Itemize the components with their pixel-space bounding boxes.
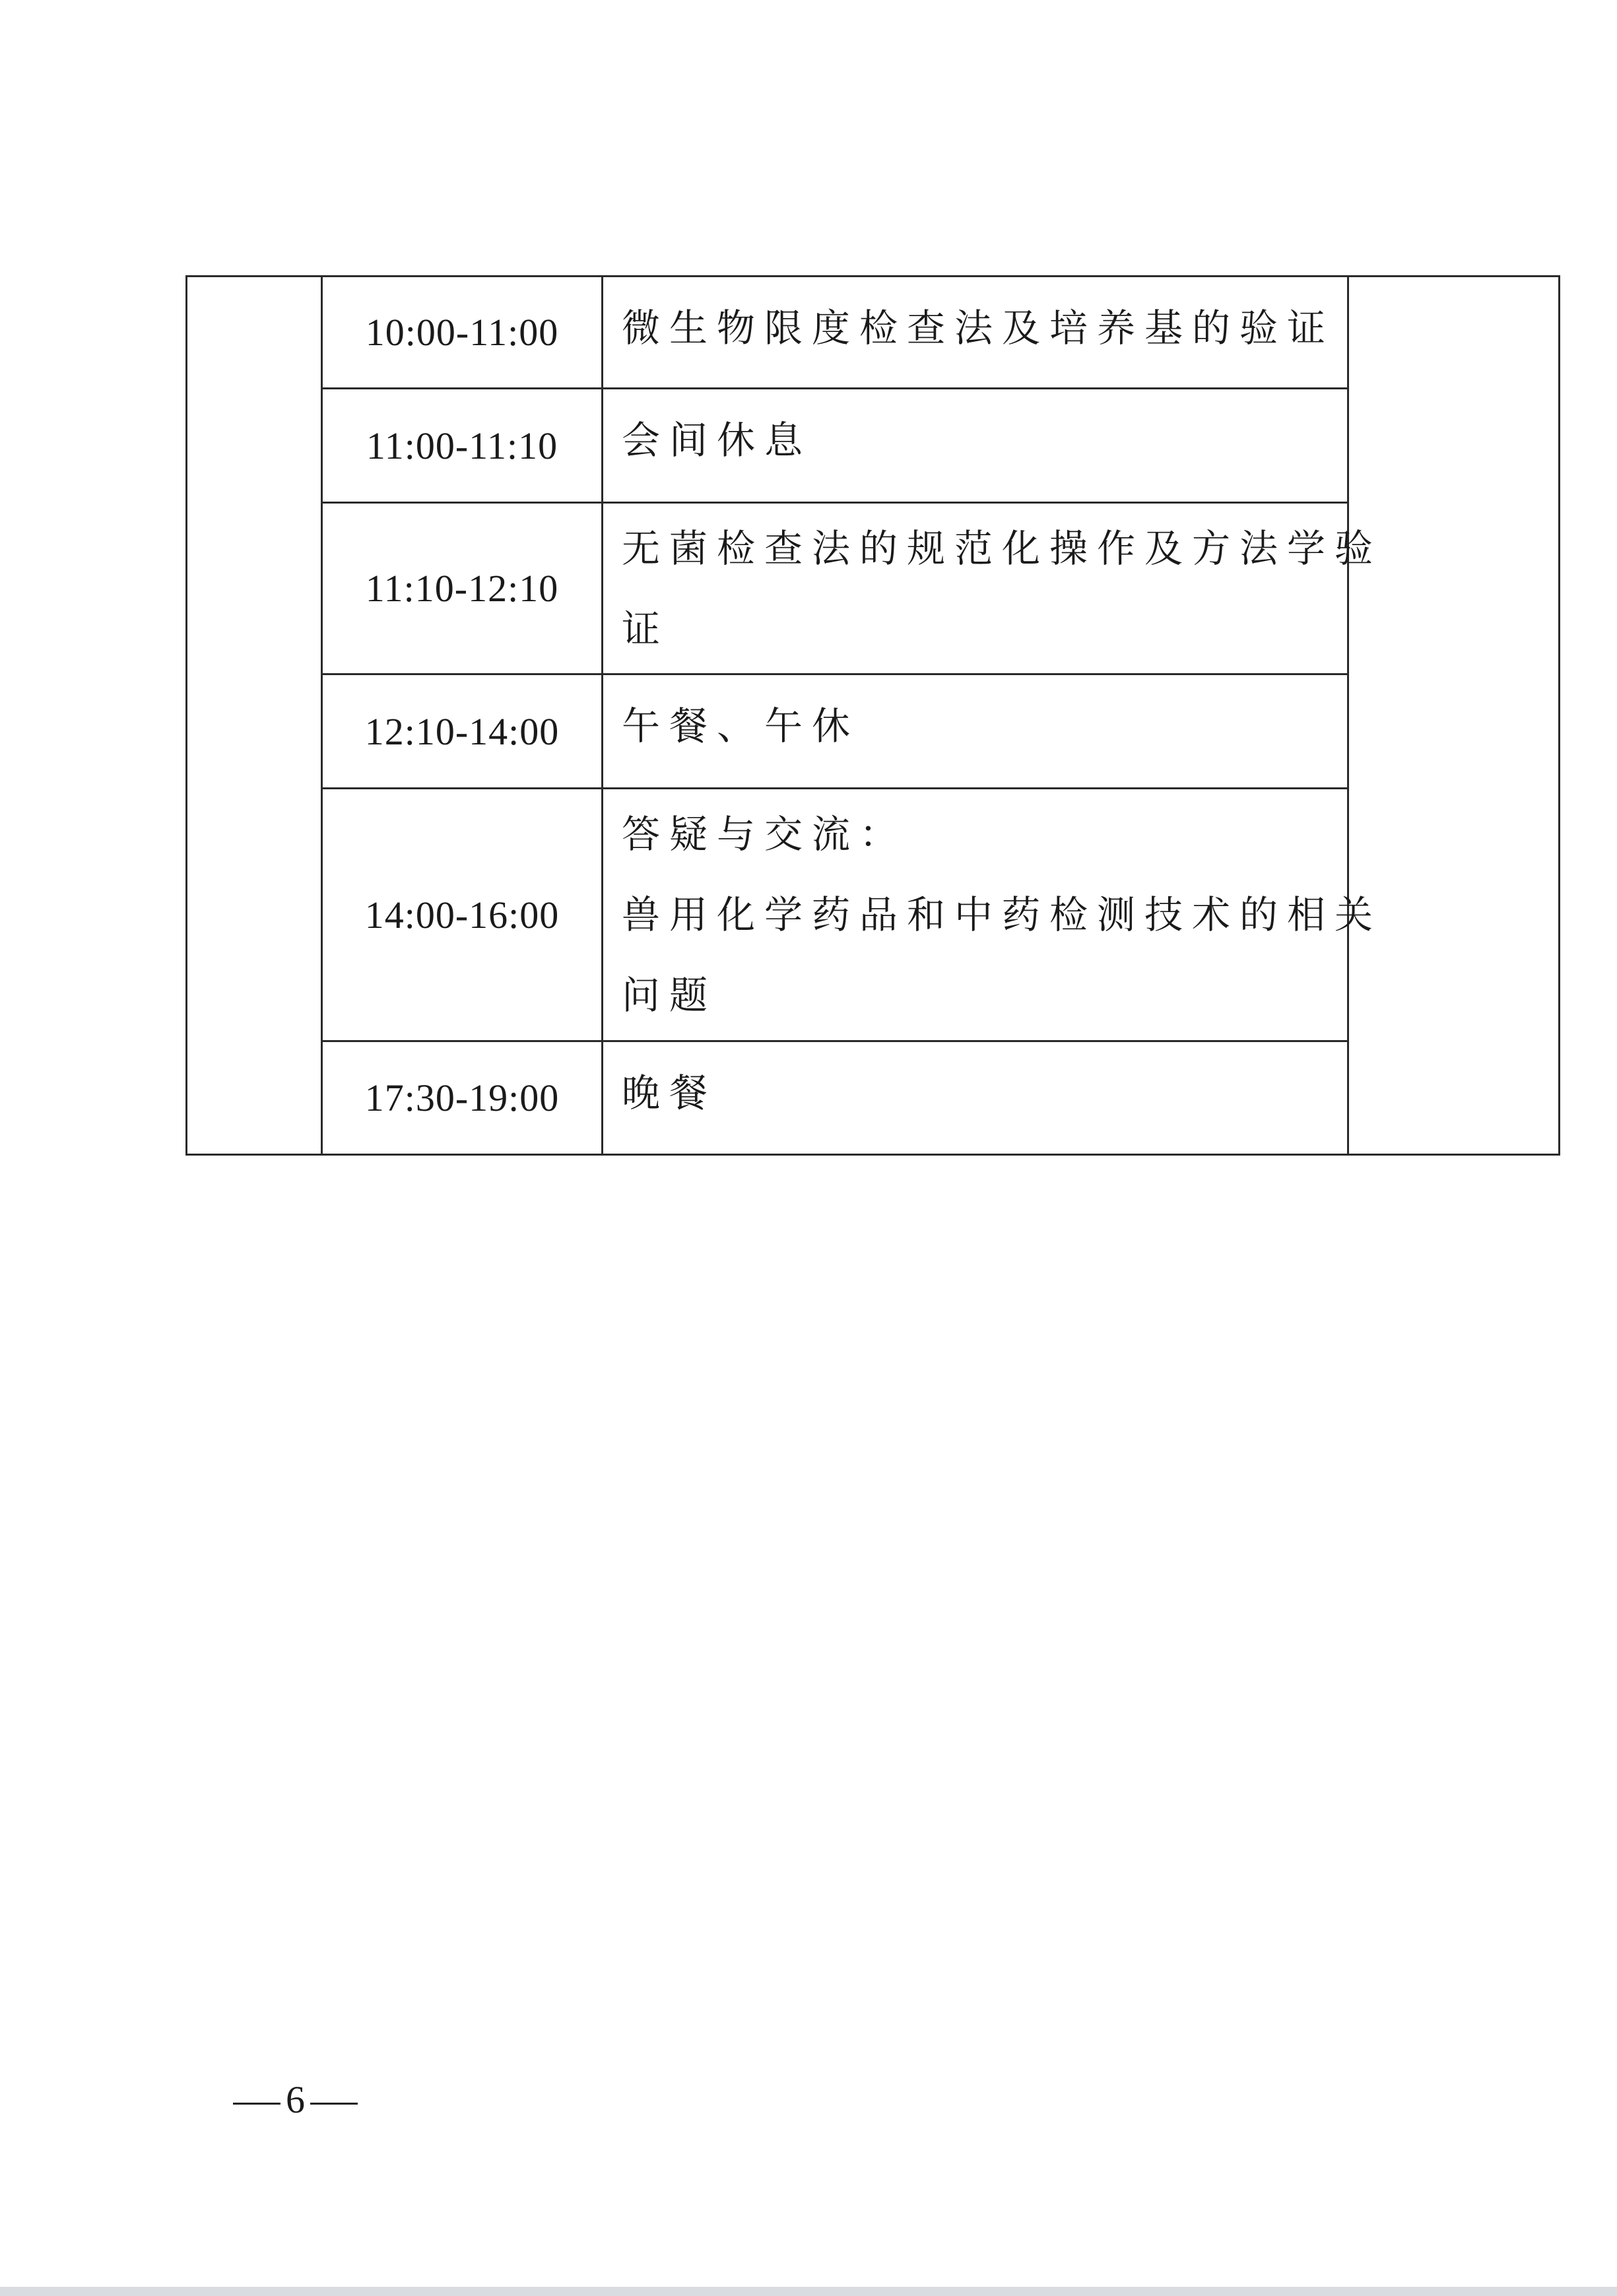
content-line: 午餐、午休 xyxy=(622,704,860,748)
content-line: 微生物限度检查法及培养基的验证 xyxy=(622,306,1335,350)
content-line: 答疑与交流： xyxy=(622,812,908,857)
location-cell xyxy=(1348,277,1560,1155)
schedule-table xyxy=(185,275,1560,1156)
content-cell xyxy=(603,503,1383,674)
content-cell xyxy=(603,389,1348,503)
content-line: 无菌检查法的规范化操作及方法学验 xyxy=(622,525,1383,571)
scan-edge-strip xyxy=(0,2287,1617,2296)
dash-right xyxy=(310,2103,358,2105)
time-cell: 11:10-12:10 xyxy=(322,503,603,674)
content-line: 问题 xyxy=(622,973,717,1018)
table-row xyxy=(187,277,1560,389)
content-line: 晚餐 xyxy=(622,1070,717,1115)
dash-left xyxy=(233,2103,280,2105)
time-cell: 14:00-16:00 xyxy=(322,789,603,1041)
page-number xyxy=(228,2078,363,2122)
time-cell: 11:00-11:10 xyxy=(322,389,603,503)
date-cell xyxy=(187,277,322,1155)
page-number-value: 6 xyxy=(286,2078,305,2121)
content-cell xyxy=(603,1041,1348,1155)
content-line: 证 xyxy=(622,606,670,651)
time-cell: 12:10-14:00 xyxy=(322,674,603,789)
time-cell: 10:00-11:00 xyxy=(322,277,603,389)
content-line: 兽用化学药品和中药检测技术的相关 xyxy=(622,892,1383,937)
content-cell xyxy=(603,277,1348,389)
time-cell: 17:30-19:00 xyxy=(322,1041,603,1155)
content-line: 会间休息 xyxy=(622,418,812,463)
content-cell xyxy=(603,789,1383,1041)
content-cell xyxy=(603,674,1348,789)
